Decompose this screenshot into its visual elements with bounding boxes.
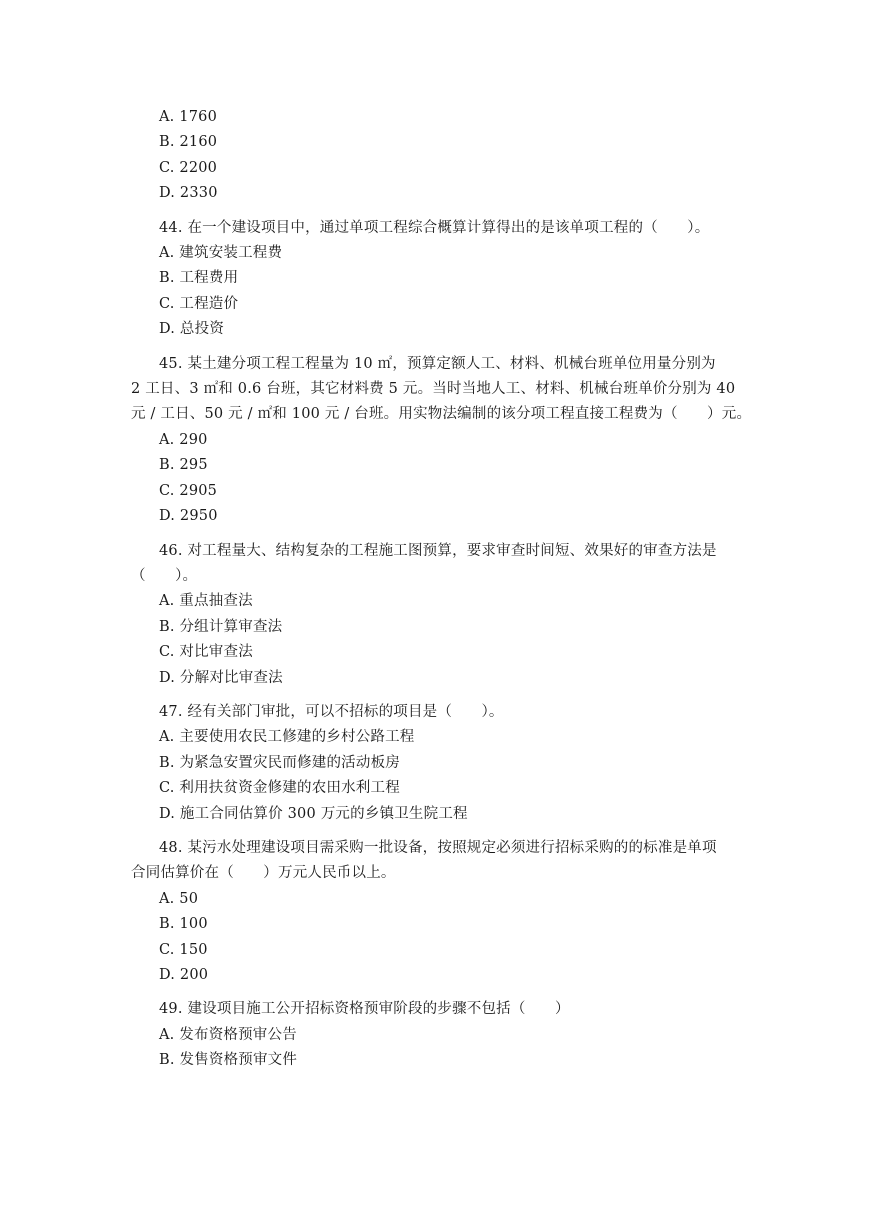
answer-option: D. 分解对比审查法 [159, 669, 283, 686]
question-block-q49 [131, 997, 743, 1073]
question-list [131, 105, 752, 1083]
answer-option: A. 建筑安装工程费 [159, 245, 283, 262]
answer-option: D. 总投资 [159, 321, 225, 338]
question-text-continued: 2 工日、3 ㎡和 0.6 台班，其它材料费 5 元。当时当地人工、材料、机械台班单价分别为 40 [131, 381, 736, 398]
answer-option: B. 295 [159, 457, 208, 474]
answer-option: C. 利用扶贫资金修建的农田水利工程 [159, 780, 400, 797]
question-text-continued: 元 / 工日、50 元 / ㎡和 100 元 / 台班。用实物法编制的该分项工程直接工程费为（ ）元。 [131, 406, 752, 423]
answer-option: C. 2905 [159, 482, 218, 499]
answer-option: B. 工程费用 [159, 270, 239, 287]
answer-option: A. 290 [159, 431, 208, 448]
answer-option: B. 分组计算审查法 [159, 618, 283, 635]
answer-option: D. 2950 [159, 508, 218, 525]
question-block-q45 [131, 352, 752, 530]
answer-option: A. 主要使用农民工修建的乡村公路工程 [159, 729, 415, 746]
question-text: 44. 在一个建设项目中，通过单项工程综合概算计算得出的是该单项工程的（ ）。 [159, 219, 710, 236]
answer-option: D. 施工合同估算价 300 万元的乡镇卫生院工程 [159, 805, 468, 822]
question-block-q46 [131, 539, 743, 691]
question-text: 46. 对工程量大、结构复杂的工程施工图预算，要求审查时间短、效果好的审查方法是 [159, 542, 717, 559]
question-text: 47. 经有关部门审批，可以不招标的项目是（ ）。 [159, 703, 504, 720]
answer-option: A. 重点抽查法 [159, 593, 253, 610]
answer-option: C. 工程造价 [159, 295, 239, 312]
answer-option: A. 50 [159, 890, 199, 907]
question-block-q43-options [131, 105, 743, 207]
question-text-continued: （ ）。 [131, 567, 198, 584]
answer-option: C. 对比审查法 [159, 644, 253, 661]
question-block-q47 [131, 700, 743, 827]
answer-option: B. 2160 [159, 134, 218, 151]
answer-option: B. 100 [159, 916, 208, 933]
question-text-continued: 合同估算价在（ ）万元人民币以上。 [131, 865, 396, 882]
question-text: 48. 某污水处理建设项目需采购一批设备，按照规定必须进行招标采购的的标准是单项 [159, 839, 717, 856]
question-block-q44 [131, 216, 743, 343]
answer-option: A. 1760 [159, 109, 217, 125]
answer-option: D. 200 [159, 967, 209, 983]
answer-option: C. 150 [159, 941, 208, 958]
question-text: 45. 某土建分项工程工程量为 10 ㎡，预算定额人工、材料、机械台班单位用量分别为 [159, 355, 716, 372]
question-text: 49. 建设项目施工公开招标资格预审阶段的步骤不包括（ ） [159, 1001, 570, 1018]
answer-option: B. 发售资格预审文件 [159, 1052, 298, 1069]
answer-option: D. 2330 [159, 185, 218, 202]
answer-option: C. 2200 [159, 159, 218, 176]
answer-option: A. 发布资格预审公告 [159, 1026, 297, 1043]
answer-option: B. 为紧急安置灾民而修建的活动板房 [159, 754, 400, 771]
question-block-q48 [131, 836, 743, 988]
